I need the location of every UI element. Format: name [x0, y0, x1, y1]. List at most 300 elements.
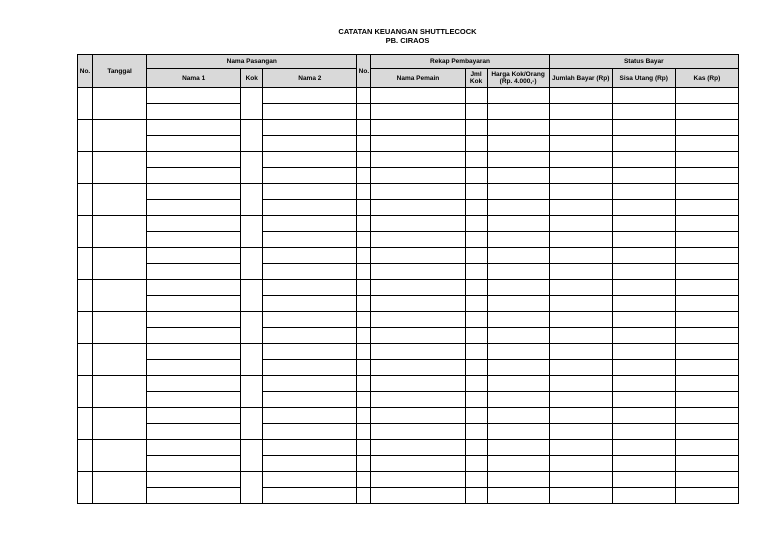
cell-no-2[interactable]: [357, 136, 371, 152]
cell-jumlah-bayar[interactable]: [549, 392, 612, 408]
cell-kas[interactable]: [675, 328, 738, 344]
cell-jml-kok[interactable]: [465, 392, 487, 408]
cell-jumlah-bayar[interactable]: [549, 328, 612, 344]
table-row: [78, 408, 739, 424]
cell-kok[interactable]: [241, 440, 263, 472]
cell-nama-pemain[interactable]: [371, 376, 465, 392]
cell-harga-kok[interactable]: [487, 136, 549, 152]
cell-no-2[interactable]: [357, 200, 371, 216]
cell-nama-1[interactable]: [147, 312, 241, 328]
cell-no-2[interactable]: [357, 232, 371, 248]
cell-tanggal[interactable]: [93, 120, 147, 152]
table-row: [78, 312, 739, 328]
table-row: [78, 392, 739, 408]
cell-harga-kok[interactable]: [487, 120, 549, 136]
cell-jml-kok[interactable]: [465, 328, 487, 344]
cell-nama-2[interactable]: [263, 264, 357, 280]
cell-jml-kok[interactable]: [465, 440, 487, 456]
cell-jml-kok[interactable]: [465, 424, 487, 440]
cell-nama-pemain[interactable]: [371, 248, 465, 264]
cell-harga-kok[interactable]: [487, 312, 549, 328]
cell-harga-kok[interactable]: [487, 488, 549, 504]
cell-sisa-utang[interactable]: [612, 104, 675, 120]
cell-no[interactable]: [78, 472, 93, 504]
cell-kok[interactable]: [241, 216, 263, 248]
table-row: [78, 488, 739, 504]
cell-kok[interactable]: [241, 152, 263, 184]
cell-nama-1[interactable]: [147, 88, 241, 104]
cell-nama-pemain[interactable]: [371, 440, 465, 456]
cell-nama-2[interactable]: [263, 152, 357, 168]
cell-kas[interactable]: [675, 232, 738, 248]
cell-harga-kok[interactable]: [487, 344, 549, 360]
cell-kas[interactable]: [675, 488, 738, 504]
cell-jml-kok[interactable]: [465, 472, 487, 488]
cell-nama-1[interactable]: [147, 216, 241, 232]
cell-no-2[interactable]: [357, 280, 371, 296]
cell-sisa-utang[interactable]: [612, 488, 675, 504]
cell-nama-pemain[interactable]: [371, 200, 465, 216]
cell-harga-kok[interactable]: [487, 152, 549, 168]
cell-harga-kok[interactable]: [487, 200, 549, 216]
cell-no[interactable]: [78, 88, 93, 120]
cell-harga-kok[interactable]: [487, 88, 549, 104]
cell-harga-kok[interactable]: [487, 328, 549, 344]
cell-nama-1[interactable]: [147, 168, 241, 184]
cell-nama-pemain[interactable]: [371, 216, 465, 232]
cell-kas[interactable]: [675, 424, 738, 440]
cell-tanggal[interactable]: [93, 280, 147, 312]
cell-harga-kok[interactable]: [487, 376, 549, 392]
cell-nama-1[interactable]: [147, 200, 241, 216]
cell-no-2[interactable]: [357, 184, 371, 200]
cell-nama-2[interactable]: [263, 472, 357, 488]
cell-kas[interactable]: [675, 152, 738, 168]
cell-sisa-utang[interactable]: [612, 392, 675, 408]
cell-no-2[interactable]: [357, 424, 371, 440]
cell-harga-kok[interactable]: [487, 264, 549, 280]
cell-no-2[interactable]: [357, 488, 371, 504]
cell-no-2[interactable]: [357, 344, 371, 360]
cell-nama-pemain[interactable]: [371, 344, 465, 360]
cell-sisa-utang[interactable]: [612, 120, 675, 136]
cell-nama-1[interactable]: [147, 472, 241, 488]
cell-no-2[interactable]: [357, 328, 371, 344]
cell-jumlah-bayar[interactable]: [549, 456, 612, 472]
cell-no-2[interactable]: [357, 456, 371, 472]
cell-jumlah-bayar[interactable]: [549, 200, 612, 216]
cell-nama-2[interactable]: [263, 296, 357, 312]
cell-nama-pemain[interactable]: [371, 264, 465, 280]
cell-no-2[interactable]: [357, 88, 371, 104]
cell-jumlah-bayar[interactable]: [549, 296, 612, 312]
cell-nama-2[interactable]: [263, 248, 357, 264]
cell-kas[interactable]: [675, 120, 738, 136]
cell-jumlah-bayar[interactable]: [549, 104, 612, 120]
cell-jml-kok[interactable]: [465, 152, 487, 168]
cell-harga-kok[interactable]: [487, 232, 549, 248]
cell-kok[interactable]: [241, 88, 263, 120]
cell-nama-2[interactable]: [263, 488, 357, 504]
cell-jml-kok[interactable]: [465, 344, 487, 360]
cell-nama-pemain[interactable]: [371, 120, 465, 136]
cell-kok[interactable]: [241, 344, 263, 376]
cell-jumlah-bayar[interactable]: [549, 120, 612, 136]
cell-nama-2[interactable]: [263, 424, 357, 440]
cell-nama-2[interactable]: [263, 232, 357, 248]
cell-nama-1[interactable]: [147, 344, 241, 360]
col-jumlah-bayar: Jumlah Bayar (Rp): [549, 69, 612, 88]
cell-jumlah-bayar[interactable]: [549, 440, 612, 456]
cell-jml-kok[interactable]: [465, 376, 487, 392]
cell-no-2[interactable]: [357, 296, 371, 312]
cell-sisa-utang[interactable]: [612, 216, 675, 232]
cell-jumlah-bayar[interactable]: [549, 408, 612, 424]
table-row: [78, 200, 739, 216]
cell-nama-2[interactable]: [263, 360, 357, 376]
sheet-title: [0, 27, 768, 45]
cell-no-2[interactable]: [357, 376, 371, 392]
cell-nama-2[interactable]: [263, 280, 357, 296]
cell-kok[interactable]: [241, 184, 263, 216]
cell-nama-pemain[interactable]: [371, 488, 465, 504]
cell-jml-kok[interactable]: [465, 488, 487, 504]
cell-harga-kok[interactable]: [487, 408, 549, 424]
cell-jumlah-bayar[interactable]: [549, 344, 612, 360]
cell-jml-kok[interactable]: [465, 88, 487, 104]
cell-no[interactable]: [78, 248, 93, 280]
cell-sisa-utang[interactable]: [612, 264, 675, 280]
table-row: [78, 216, 739, 232]
cell-kas[interactable]: [675, 296, 738, 312]
cell-jml-kok[interactable]: [465, 456, 487, 472]
cell-kok[interactable]: [241, 280, 263, 312]
cell-nama-pemain[interactable]: [371, 152, 465, 168]
cell-no[interactable]: [78, 344, 93, 376]
cell-jml-kok[interactable]: [465, 104, 487, 120]
cell-jml-kok[interactable]: [465, 232, 487, 248]
cell-sisa-utang[interactable]: [612, 280, 675, 296]
cell-jml-kok[interactable]: [465, 216, 487, 232]
cell-no[interactable]: [78, 280, 93, 312]
cell-harga-kok[interactable]: [487, 456, 549, 472]
cell-no-2[interactable]: [357, 264, 371, 280]
cell-nama-1[interactable]: [147, 440, 241, 456]
cell-sisa-utang[interactable]: [612, 248, 675, 264]
cell-no-2[interactable]: [357, 152, 371, 168]
cell-nama-2[interactable]: [263, 440, 357, 456]
cell-nama-2[interactable]: [263, 392, 357, 408]
cell-kas[interactable]: [675, 248, 738, 264]
cell-jumlah-bayar[interactable]: [549, 472, 612, 488]
cell-harga-kok[interactable]: [487, 104, 549, 120]
cell-no-2[interactable]: [357, 440, 371, 456]
table-row: [78, 104, 739, 120]
group-nama-pasangan: Nama Pasangan: [147, 55, 357, 69]
cell-nama-2[interactable]: [263, 184, 357, 200]
cell-kas[interactable]: [675, 88, 738, 104]
cell-no[interactable]: [78, 408, 93, 440]
cell-nama-2[interactable]: [263, 88, 357, 104]
cell-nama-2[interactable]: [263, 104, 357, 120]
cell-jml-kok[interactable]: [465, 184, 487, 200]
cell-no[interactable]: [78, 120, 93, 152]
cell-nama-pemain[interactable]: [371, 392, 465, 408]
cell-sisa-utang[interactable]: [612, 152, 675, 168]
cell-harga-kok[interactable]: [487, 360, 549, 376]
cell-harga-kok[interactable]: [487, 472, 549, 488]
cell-nama-2[interactable]: [263, 200, 357, 216]
cell-nama-1[interactable]: [147, 264, 241, 280]
cell-jml-kok[interactable]: [465, 264, 487, 280]
cell-jml-kok[interactable]: [465, 296, 487, 312]
cell-no[interactable]: [78, 184, 93, 216]
cell-nama-2[interactable]: [263, 376, 357, 392]
cell-nama-1[interactable]: [147, 120, 241, 136]
cell-kok[interactable]: [241, 376, 263, 408]
table-row: [78, 440, 739, 456]
cell-nama-pemain[interactable]: [371, 408, 465, 424]
cell-nama-1[interactable]: [147, 424, 241, 440]
cell-nama-2[interactable]: [263, 328, 357, 344]
cell-sisa-utang[interactable]: [612, 440, 675, 456]
cell-nama-1[interactable]: [147, 360, 241, 376]
col-sisa-utang: Sisa Utang (Rp): [612, 69, 675, 88]
cell-nama-pemain[interactable]: [371, 424, 465, 440]
col-kok: Kok: [241, 69, 263, 88]
cell-kas[interactable]: [675, 312, 738, 328]
cell-kas[interactable]: [675, 216, 738, 232]
cell-sisa-utang[interactable]: [612, 328, 675, 344]
cell-no-2[interactable]: [357, 472, 371, 488]
cell-kas[interactable]: [675, 440, 738, 456]
cell-jumlah-bayar[interactable]: [549, 248, 612, 264]
cell-nama-pemain[interactable]: [371, 136, 465, 152]
col-nama-pemain: Nama Pemain: [371, 69, 465, 88]
cell-tanggal[interactable]: [93, 184, 147, 216]
cell-kas[interactable]: [675, 168, 738, 184]
cell-nama-1[interactable]: [147, 152, 241, 168]
cell-nama-1[interactable]: [147, 280, 241, 296]
cell-nama-1[interactable]: [147, 392, 241, 408]
cell-nama-2[interactable]: [263, 168, 357, 184]
cell-nama-1[interactable]: [147, 488, 241, 504]
cell-jumlah-bayar[interactable]: [549, 488, 612, 504]
cell-kok[interactable]: [241, 312, 263, 344]
cell-sisa-utang[interactable]: [612, 312, 675, 328]
cell-tanggal[interactable]: [93, 248, 147, 280]
cell-jumlah-bayar[interactable]: [549, 168, 612, 184]
cell-no-2[interactable]: [357, 168, 371, 184]
cell-no-2[interactable]: [357, 216, 371, 232]
cell-sisa-utang[interactable]: [612, 344, 675, 360]
cell-nama-2[interactable]: [263, 120, 357, 136]
cell-jml-kok[interactable]: [465, 200, 487, 216]
cell-nama-pemain[interactable]: [371, 312, 465, 328]
cell-tanggal[interactable]: [93, 408, 147, 440]
cell-no-2[interactable]: [357, 392, 371, 408]
cell-jumlah-bayar[interactable]: [549, 88, 612, 104]
cell-harga-kok[interactable]: [487, 248, 549, 264]
cell-jumlah-bayar[interactable]: [549, 232, 612, 248]
cell-kas[interactable]: [675, 280, 738, 296]
cell-jml-kok[interactable]: [465, 312, 487, 328]
cell-sisa-utang[interactable]: [612, 424, 675, 440]
cell-kas[interactable]: [675, 408, 738, 424]
cell-no[interactable]: [78, 440, 93, 472]
cell-nama-pemain[interactable]: [371, 328, 465, 344]
cell-nama-pemain[interactable]: [371, 88, 465, 104]
cell-kas[interactable]: [675, 344, 738, 360]
cell-nama-pemain[interactable]: [371, 280, 465, 296]
cell-kas[interactable]: [675, 104, 738, 120]
cell-tanggal[interactable]: [93, 344, 147, 376]
cell-no[interactable]: [78, 216, 93, 248]
cell-nama-2[interactable]: [263, 408, 357, 424]
cell-jumlah-bayar[interactable]: [549, 184, 612, 200]
cell-nama-pemain[interactable]: [371, 104, 465, 120]
cell-sisa-utang[interactable]: [612, 88, 675, 104]
cell-tanggal[interactable]: [93, 216, 147, 248]
cell-nama-1[interactable]: [147, 328, 241, 344]
cell-nama-1[interactable]: [147, 136, 241, 152]
cell-harga-kok[interactable]: [487, 392, 549, 408]
cell-nama-pemain[interactable]: [371, 296, 465, 312]
cell-kok[interactable]: [241, 408, 263, 440]
cell-jumlah-bayar[interactable]: [549, 424, 612, 440]
cell-tanggal[interactable]: [93, 472, 147, 504]
cell-nama-1[interactable]: [147, 456, 241, 472]
group-status-bayar: Status Bayar: [549, 55, 738, 69]
cell-jml-kok[interactable]: [465, 168, 487, 184]
cell-nama-1[interactable]: [147, 104, 241, 120]
cell-jumlah-bayar[interactable]: [549, 216, 612, 232]
cell-kok[interactable]: [241, 472, 263, 504]
cell-nama-1[interactable]: [147, 184, 241, 200]
cell-no[interactable]: [78, 152, 93, 184]
cell-harga-kok[interactable]: [487, 296, 549, 312]
cell-tanggal[interactable]: [93, 88, 147, 120]
col-nama-2: Nama 2: [263, 69, 357, 88]
cell-harga-kok[interactable]: [487, 280, 549, 296]
table-row: [78, 280, 739, 296]
cell-kas[interactable]: [675, 360, 738, 376]
cell-nama-pemain[interactable]: [371, 232, 465, 248]
cell-nama-1[interactable]: [147, 296, 241, 312]
cell-sisa-utang[interactable]: [612, 200, 675, 216]
cell-jumlah-bayar[interactable]: [549, 152, 612, 168]
table-row: [78, 88, 739, 104]
cell-nama-2[interactable]: [263, 216, 357, 232]
cell-nama-pemain[interactable]: [371, 184, 465, 200]
cell-no-2[interactable]: [357, 312, 371, 328]
cell-harga-kok[interactable]: [487, 184, 549, 200]
cell-tanggal[interactable]: [93, 312, 147, 344]
cell-tanggal[interactable]: [93, 152, 147, 184]
cell-no-2[interactable]: [357, 360, 371, 376]
cell-kas[interactable]: [675, 184, 738, 200]
cell-sisa-utang[interactable]: [612, 456, 675, 472]
cell-jml-kok[interactable]: [465, 408, 487, 424]
cell-kas[interactable]: [675, 472, 738, 488]
table-row: [78, 472, 739, 488]
cell-sisa-utang[interactable]: [612, 136, 675, 152]
cell-jml-kok[interactable]: [465, 120, 487, 136]
cell-nama-pemain[interactable]: [371, 456, 465, 472]
cell-kas[interactable]: [675, 456, 738, 472]
cell-jumlah-bayar[interactable]: [549, 264, 612, 280]
cell-harga-kok[interactable]: [487, 440, 549, 456]
cell-sisa-utang[interactable]: [612, 472, 675, 488]
table-row: [78, 376, 739, 392]
cell-no[interactable]: [78, 312, 93, 344]
cell-tanggal[interactable]: [93, 440, 147, 472]
cell-no[interactable]: [78, 376, 93, 408]
cell-kas[interactable]: [675, 376, 738, 392]
cell-nama-1[interactable]: [147, 248, 241, 264]
cell-kas[interactable]: [675, 264, 738, 280]
cell-harga-kok[interactable]: [487, 424, 549, 440]
cell-sisa-utang[interactable]: [612, 232, 675, 248]
cell-jml-kok[interactable]: [465, 280, 487, 296]
cell-jumlah-bayar[interactable]: [549, 136, 612, 152]
cell-jumlah-bayar[interactable]: [549, 360, 612, 376]
cell-nama-1[interactable]: [147, 232, 241, 248]
table-row: [78, 136, 739, 152]
cell-sisa-utang[interactable]: [612, 360, 675, 376]
cell-tanggal[interactable]: [93, 376, 147, 408]
cell-kas[interactable]: [675, 200, 738, 216]
cell-jml-kok[interactable]: [465, 136, 487, 152]
title-line-2: PB. CIRAOS: [385, 36, 430, 45]
cell-nama-pemain[interactable]: [371, 168, 465, 184]
cell-no-2[interactable]: [357, 104, 371, 120]
cell-nama-2[interactable]: [263, 312, 357, 328]
cell-kas[interactable]: [675, 136, 738, 152]
table-row: [78, 152, 739, 168]
cell-sisa-utang[interactable]: [612, 168, 675, 184]
cell-nama-1[interactable]: [147, 408, 241, 424]
cell-nama-2[interactable]: [263, 456, 357, 472]
cell-kok[interactable]: [241, 248, 263, 280]
cell-nama-2[interactable]: [263, 344, 357, 360]
table-row: [78, 344, 739, 360]
cell-sisa-utang[interactable]: [612, 184, 675, 200]
cell-kas[interactable]: [675, 392, 738, 408]
cell-nama-pemain[interactable]: [371, 472, 465, 488]
cell-jml-kok[interactable]: [465, 248, 487, 264]
table-row: [78, 184, 739, 200]
col-harga-kok: Harga Kok/Orang (Rp. 4.000,-): [487, 69, 549, 88]
cell-no-2[interactable]: [357, 120, 371, 136]
cell-sisa-utang[interactable]: [612, 376, 675, 392]
cell-jumlah-bayar[interactable]: [549, 376, 612, 392]
cell-harga-kok[interactable]: [487, 168, 549, 184]
table-header: [78, 55, 739, 88]
cell-harga-kok[interactable]: [487, 216, 549, 232]
cell-sisa-utang[interactable]: [612, 408, 675, 424]
cell-nama-1[interactable]: [147, 376, 241, 392]
cell-nama-2[interactable]: [263, 136, 357, 152]
cell-no-2[interactable]: [357, 248, 371, 264]
cell-jml-kok[interactable]: [465, 360, 487, 376]
cell-jumlah-bayar[interactable]: [549, 280, 612, 296]
cell-kok[interactable]: [241, 120, 263, 152]
cell-no-2[interactable]: [357, 408, 371, 424]
cell-jumlah-bayar[interactable]: [549, 312, 612, 328]
cell-nama-pemain[interactable]: [371, 360, 465, 376]
cell-sisa-utang[interactable]: [612, 296, 675, 312]
